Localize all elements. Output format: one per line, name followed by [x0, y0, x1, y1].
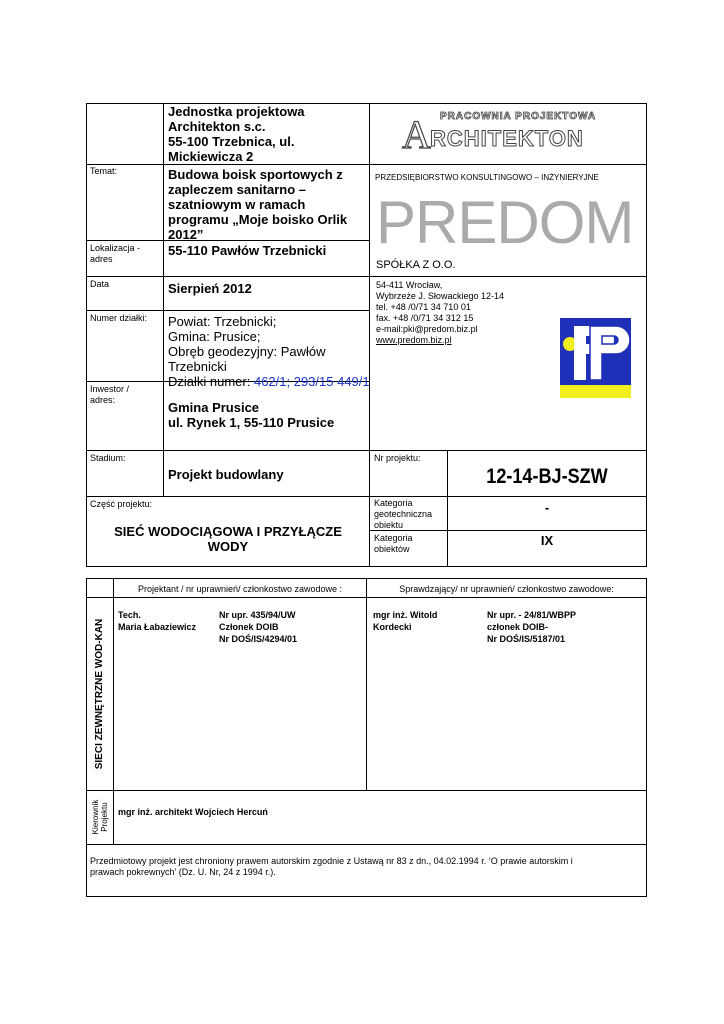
- side-label: SIECI ZEWNĘTRZNE WOD-KAN: [94, 618, 105, 770]
- logo-top-text: PRACOWNIA PROJEKTOWA: [440, 111, 597, 122]
- predom-name: PREDOM: [376, 189, 634, 256]
- nr-projektu-label: Nr projektu:: [374, 453, 421, 463]
- projektant-name: Tech. Maria Łabaziewicz: [118, 610, 197, 632]
- stadium-label: Stadium:: [90, 453, 126, 463]
- data-value: Sierpień 2012: [168, 281, 252, 296]
- logo-main-text: RCHITEKTON: [430, 126, 584, 151]
- architekton-logo-graphic: [400, 108, 612, 152]
- kategoria-geo-label: Kategoria geotechniczna obiektu: [374, 498, 433, 530]
- kategoria-obj-value: IX: [540, 533, 554, 548]
- inwestor-value: Gmina Prusice ul. Rynek 1, 55-110 Prusice: [168, 400, 335, 430]
- dzialki-numbers: 462/1; 293/15 449/1: [253, 374, 370, 389]
- stadium-value: Projekt budowlany: [168, 467, 284, 482]
- lokalizacja-label: Lokalizacja - adres: [90, 243, 141, 264]
- predom-website-link[interactable]: www.predom.biz.pl: [376, 335, 452, 345]
- predom-address: 54-411 Wrocław, Wybrzeże J. Słowackiego 12-14 tel. +48 /0/71 34 710 01 fax. +48 /0/71 34 312 15 e-mail:pki@predom.biz.pl www.predom.biz.pl: [376, 280, 504, 345]
- czesc-label: Część projektu:: [90, 499, 153, 509]
- kierownik-label: Kierownik Projektu: [91, 799, 109, 835]
- kierownik-label-container: [87, 791, 113, 844]
- side-label-container: [87, 598, 113, 790]
- inwestor-label: Inwestor / adres:: [90, 384, 130, 405]
- predom-header: PRZEDSIĘBIORSTWO KONSULTINGOWO – INŻYNIERYJNE: [375, 173, 599, 182]
- temat-value: Budowa boisk sportowych z zapleczem sanitarno – szatniowym w ramach programu „Moje boisko Orlik 2012”: [168, 167, 348, 242]
- nr-projektu-value: 12-14-BJ-SZW: [486, 465, 608, 488]
- kategoria-geo-value: -: [544, 500, 550, 515]
- czesc-value: SIEĆ WODOCIĄGOWA I PRZYŁĄCZE WODY: [114, 524, 342, 554]
- architekton-logo: [400, 108, 612, 152]
- projektant-header: Projektant / nr uprawnień/ członkostwo zawodowe :: [137, 584, 343, 594]
- dzialki-value: Powiat: Trzebnicki; Gmina: Prusice; Obręb geodezyjny: Pawłów Trzebnicki Działki numer: 462/1; 293/15 449/1: [168, 314, 370, 389]
- lokalizacja-value: 55-110 Pawłów Trzebnicki: [168, 243, 327, 258]
- temat-label: Temat:: [90, 166, 118, 176]
- sprawdzajacy-name: mgr inż. Witold Kordecki: [373, 610, 438, 632]
- predom-logo-graphic: [560, 318, 631, 398]
- sprawdzajacy-header: Sprawdzający/ nr uprawnień/ członkostwo zawodowe:: [399, 584, 614, 594]
- predom-logo: [560, 318, 631, 398]
- sprawdzajacy-nr: Nr upr. - 24/81/WBPP członek DOIB- Nr DOŚ/IS/5187/01: [487, 610, 577, 644]
- predom-company: SPÓŁKA Z O.O.: [376, 259, 456, 271]
- data-label: Data: [90, 279, 110, 289]
- dzialki-label: Numer działki:: [90, 313, 148, 323]
- logo-big-a: A: [402, 112, 431, 152]
- projektant-nr: Nr upr. 435/94/UW Członek DOIB Nr DOŚ/IS/4294/01: [219, 610, 298, 644]
- copyright-notice: Przedmiotowy projekt jest chroniony prawem autorskim zgodnie z Ustawą nr 83 z dn., 04.02.1994 r. ‘O prawie autorskim i prawach pokrewnych’ (Dz. U. Nr, 24 z 1994 r.).: [90, 856, 573, 877]
- kategoria-obj-label: Kategoria obiektów: [374, 533, 413, 554]
- design-unit-name: Jednostka projektowa Architekton s.c. 55-100 Trzebnica, ul. Mickiewicza 2: [168, 104, 305, 164]
- kierownik-name: mgr inż. architekt Wojciech Hercuń: [118, 807, 268, 817]
